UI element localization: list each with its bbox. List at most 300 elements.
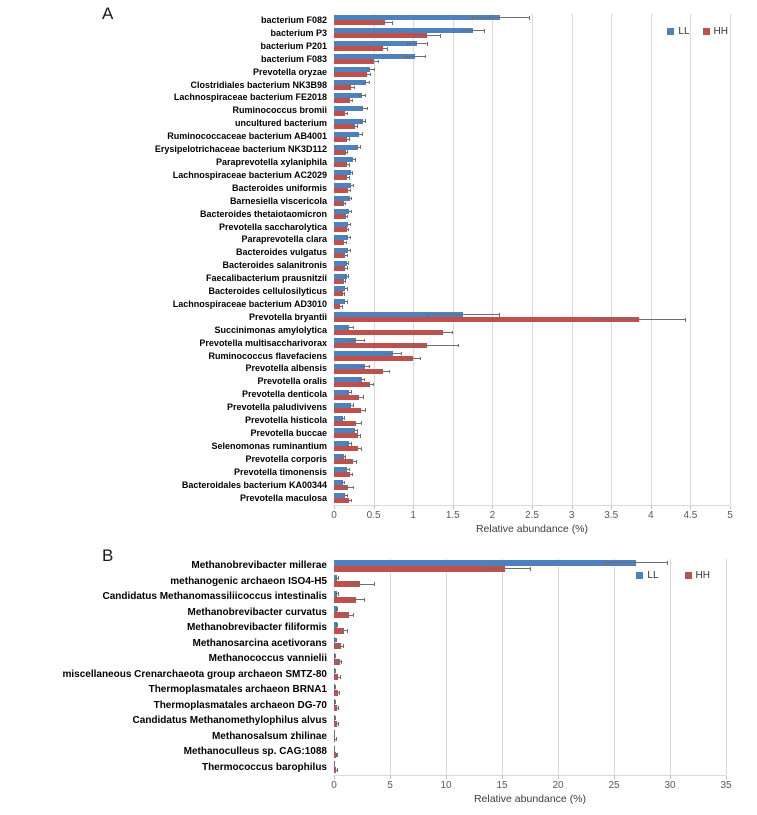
- axis-tick-label: 4: [648, 510, 654, 521]
- error-bar-cap: [347, 236, 348, 240]
- error-bar-cap: [334, 654, 335, 658]
- axis-tick-label: 30: [664, 780, 676, 791]
- legend-item-ll: [636, 570, 658, 581]
- error-bar-line: [357, 410, 365, 411]
- error-bar-cap: [363, 395, 364, 399]
- category-label: Thermococcus barophilus: [201, 761, 327, 773]
- category-label: Methanosalsum zhilinae: [211, 730, 327, 742]
- bar-row: [334, 233, 730, 246]
- error-bar-line: [345, 327, 353, 328]
- category-label: Prevotella denticola: [241, 389, 327, 400]
- category-label: Bacteroidales bacterium KA00344: [181, 479, 327, 490]
- error-bar-line: [606, 562, 666, 563]
- error-bar-cap: [353, 403, 354, 407]
- axis-tick: [651, 506, 652, 509]
- bar-hh: [334, 20, 385, 25]
- error-bar-cap: [350, 249, 351, 253]
- bar-row: [334, 324, 730, 337]
- error-bar-cap: [347, 287, 348, 291]
- category-label: Barnesiella viscericola: [229, 195, 327, 206]
- axis-tick: [334, 776, 335, 779]
- error-bar-cap: [353, 326, 354, 330]
- category-label: uncultured bacterium: [234, 118, 327, 129]
- error-bar-cap: [340, 675, 341, 679]
- category-label: Bacteroides vulgatus: [235, 247, 327, 258]
- error-bar-cap: [342, 629, 343, 633]
- error-bar-line: [427, 314, 498, 315]
- bar-hh: [334, 433, 358, 438]
- error-bar-cap: [452, 331, 453, 335]
- error-bar-cap: [336, 623, 337, 627]
- error-bar-cap: [348, 274, 349, 278]
- error-bar-cap: [344, 215, 345, 219]
- error-bar-cap: [395, 344, 396, 348]
- category-label: Prevotella bryantii: [248, 311, 327, 322]
- error-bar-cap: [413, 34, 414, 38]
- error-bar-line: [344, 487, 354, 488]
- category-label: Ruminococcus flavefaciens: [208, 350, 327, 361]
- error-bar-cap: [346, 176, 347, 180]
- axis-tick: [374, 506, 375, 509]
- error-bar-cap: [349, 176, 350, 180]
- error-bar-line: [395, 345, 458, 346]
- bar-group-hh: [334, 581, 726, 587]
- bar-row: [334, 362, 730, 375]
- axis-tick-label: 20: [552, 780, 564, 791]
- bar-row: [334, 375, 730, 388]
- error-bar-cap: [338, 660, 339, 664]
- axis-tick-label: 5: [727, 510, 733, 521]
- category-label: Prevotella timonensis: [233, 466, 327, 477]
- bar-row: [334, 760, 726, 776]
- bar-group-hh: [334, 659, 726, 665]
- bar-row: [334, 636, 726, 652]
- bar-group-hh: [334, 279, 730, 284]
- error-bar-cap: [371, 60, 372, 64]
- error-bar-cap: [357, 408, 358, 412]
- bar-row: [334, 744, 726, 760]
- axis-tick-label: 35: [720, 780, 732, 791]
- error-bar-cap: [369, 81, 370, 85]
- error-bar-cap: [336, 737, 337, 741]
- error-bar-cap: [347, 210, 348, 214]
- error-bar-cap: [334, 669, 335, 673]
- error-bar-cap: [346, 468, 347, 472]
- bar-group-hh: [334, 597, 726, 603]
- error-bar-cap: [365, 73, 366, 77]
- error-bar-cap: [361, 447, 362, 451]
- axis-tick-label: 10: [440, 780, 452, 791]
- bar-group-hh: [334, 137, 730, 142]
- error-bar-line: [435, 332, 452, 333]
- error-bar-cap: [344, 287, 345, 291]
- error-bar-cap: [365, 408, 366, 412]
- error-bar-cap: [356, 460, 357, 464]
- panel-b-plot-area: [334, 558, 726, 776]
- error-bar-cap: [336, 638, 337, 642]
- category-label: Faecalibacterium prausnitzii: [205, 273, 327, 284]
- bar-hh: [334, 382, 370, 387]
- axis-tick: [492, 506, 493, 509]
- error-bar-cap: [343, 644, 344, 648]
- error-bar-cap: [345, 279, 346, 283]
- axis-tick-label: 1.5: [445, 510, 460, 521]
- error-bar-line: [379, 22, 392, 23]
- error-bar-cap: [360, 434, 361, 438]
- category-label: bacterium F083: [260, 53, 327, 64]
- panel-b-legend: [636, 570, 710, 581]
- error-bar-cap: [352, 99, 353, 103]
- bar-group-hh: [334, 201, 730, 206]
- category-label: Thermoplasmatales archaeon BRNA1: [148, 684, 327, 695]
- category-label: Lachnospiraceae bacterium AD3010: [172, 298, 327, 309]
- category-label: Lachnospiraceae bacterium AC2029: [172, 169, 327, 180]
- axis-tick: [730, 506, 731, 509]
- error-bar-cap: [350, 236, 351, 240]
- error-bar-cap: [335, 768, 336, 772]
- panel-b-bars: [334, 558, 726, 775]
- error-bar-cap: [342, 305, 343, 309]
- error-bar-cap: [369, 365, 370, 369]
- error-bar-cap: [364, 339, 365, 343]
- category-label: Methanococcus vannielii: [208, 653, 327, 664]
- error-bar-cap: [336, 607, 337, 611]
- bar-row: [334, 40, 730, 53]
- error-bar-cap: [348, 261, 349, 265]
- bar-row: [334, 388, 730, 401]
- panel-b-axis-title: Relative abundance (%): [473, 793, 587, 805]
- error-bar-cap: [353, 486, 354, 490]
- axis-tick-label: 0: [331, 510, 337, 521]
- error-bar-cap: [346, 241, 347, 245]
- panel-b-x-axis: [331, 776, 732, 794]
- error-bar-cap: [361, 365, 362, 369]
- error-bar-cap: [345, 202, 346, 206]
- error-bar-line: [593, 319, 685, 320]
- bar-row: [334, 667, 726, 683]
- legend-ll-label: LL: [647, 570, 659, 581]
- error-bar-cap: [347, 215, 348, 219]
- error-bar-cap: [347, 254, 348, 258]
- error-bar-cap: [347, 99, 348, 103]
- error-bar-cap: [338, 576, 339, 580]
- bar-group-hh: [334, 408, 730, 413]
- error-bar-cap: [350, 223, 351, 227]
- error-bar-cap: [338, 722, 339, 726]
- axis-tick: [453, 506, 454, 509]
- bar-row: [334, 401, 730, 414]
- error-bar-line: [407, 358, 420, 359]
- bar-group-hh: [334, 472, 730, 477]
- error-bar-cap: [344, 300, 345, 304]
- axis-tick: [611, 506, 612, 509]
- error-bar-cap: [389, 370, 390, 374]
- error-bar-cap: [348, 228, 349, 232]
- panel-b-letter: B: [102, 546, 114, 565]
- panel-a-plot-area: [334, 14, 730, 506]
- error-bar-cap: [355, 132, 356, 136]
- error-bar-cap: [344, 613, 345, 617]
- error-bar-cap: [342, 455, 343, 459]
- category-label: Bacteroides uniformis: [231, 182, 327, 193]
- category-label: Prevotella maculosa: [239, 492, 327, 503]
- error-bar-cap: [435, 331, 436, 335]
- error-bar-cap: [347, 499, 348, 503]
- bar-hh: [334, 369, 383, 374]
- category-label: Prevotella buccae: [250, 428, 327, 438]
- error-bar-cap: [352, 473, 353, 477]
- category-label: Candidatus Methanomassiliicoccus intestinalis: [102, 591, 327, 602]
- error-bar-cap: [499, 313, 500, 317]
- hh-swatch-icon: [685, 572, 692, 579]
- axis-tick: [558, 776, 559, 779]
- error-bar-cap: [334, 731, 335, 735]
- error-bar-cap: [336, 753, 337, 757]
- bar-group-hh: [334, 253, 730, 258]
- bar-row: [334, 208, 730, 221]
- bar-row: [334, 66, 730, 79]
- error-bar-cap: [341, 292, 342, 296]
- error-bar-line: [361, 366, 369, 367]
- category-label: methanogenic archaeon ISO4-H5: [170, 575, 327, 587]
- error-bar-cap: [354, 429, 355, 433]
- error-bar-cap: [343, 112, 344, 116]
- error-bar-cap: [420, 357, 421, 361]
- axis-tick-label: 3.5: [604, 510, 619, 521]
- error-bar-cap: [347, 112, 348, 116]
- error-bar-cap: [404, 55, 405, 59]
- error-bar-cap: [337, 623, 338, 627]
- error-bar-cap: [373, 383, 374, 387]
- bar-group-hh: [334, 369, 730, 374]
- error-bar-cap: [346, 163, 347, 167]
- error-bar-line: [385, 353, 401, 354]
- bar-row: [334, 350, 730, 363]
- error-bar-cap: [353, 184, 354, 188]
- axis-tick: [413, 506, 414, 509]
- error-bar-cap: [387, 47, 388, 51]
- legend-item-hh: [685, 570, 710, 581]
- category-label: miscellaneous Crenarchaeota group archaeon SMTZ-80: [62, 668, 327, 680]
- panel-a-letter: A: [102, 4, 114, 23]
- error-bar-cap: [349, 86, 350, 90]
- error-bar-cap: [357, 124, 358, 128]
- bar-row: [334, 156, 730, 169]
- error-bar-cap: [360, 145, 361, 149]
- bar-group-hh: [334, 240, 730, 245]
- error-bar-cap: [345, 455, 346, 459]
- bar-row: [334, 589, 726, 605]
- category-label: Clostridiales bacterium NK3B98: [190, 79, 327, 90]
- bar-group-hh: [334, 721, 726, 727]
- bar-group-hh: [334, 459, 730, 464]
- error-bar-cap: [367, 107, 368, 111]
- error-bar-cap: [458, 344, 459, 348]
- error-bar-cap: [334, 685, 335, 689]
- error-bar-cap: [363, 81, 364, 85]
- bar-group-hh: [334, 72, 730, 77]
- error-bar-cap: [347, 442, 348, 446]
- error-bar-cap: [352, 124, 353, 128]
- error-bar-cap: [336, 706, 337, 710]
- bar-hh: [334, 330, 443, 335]
- error-bar-cap: [359, 94, 360, 98]
- error-bar-cap: [378, 60, 379, 64]
- category-label: Ruminococcus bromii: [232, 105, 327, 116]
- error-bar-cap: [481, 567, 482, 571]
- error-bar-cap: [341, 481, 342, 485]
- bar-row: [334, 195, 730, 208]
- legend-hh-label: HH: [695, 570, 710, 581]
- category-label: Succinimonas amylolytica: [214, 324, 327, 335]
- bar-row: [334, 729, 726, 745]
- error-bar-cap: [337, 691, 338, 695]
- axis-tick: [390, 776, 391, 779]
- axis-tick: [572, 506, 573, 509]
- bar-group-hh: [334, 498, 730, 503]
- error-bar-cap: [440, 34, 441, 38]
- error-bar-cap: [337, 675, 338, 679]
- bar-row: [334, 651, 726, 667]
- bar-hh: [334, 356, 413, 361]
- error-bar-cap: [355, 434, 356, 438]
- panel-b-chart: [0, 558, 726, 776]
- bar-group-hh: [334, 162, 730, 167]
- error-bar-cap: [385, 352, 386, 356]
- error-bar-cap: [427, 42, 428, 46]
- axis-tick-label: 3: [568, 510, 575, 521]
- category-label: Prevotella corporis: [245, 453, 327, 464]
- axis-tick-label: 2: [489, 510, 496, 521]
- error-bar-cap: [351, 442, 352, 446]
- error-bar-line: [359, 108, 367, 109]
- error-bar-cap: [336, 576, 337, 580]
- bar-row: [334, 479, 730, 492]
- bar-group-hh: [334, 291, 730, 296]
- legend-item-hh: [703, 26, 728, 37]
- error-bar-cap: [345, 274, 346, 278]
- bar-row: [334, 682, 726, 698]
- error-bar-cap: [379, 21, 380, 25]
- error-bar-cap: [346, 137, 347, 141]
- bar-group-hh: [334, 485, 730, 490]
- category-label: Prevotella albensis: [245, 363, 327, 374]
- error-bar-line: [413, 35, 440, 36]
- error-bar-cap: [349, 598, 350, 602]
- ll-swatch-icon: [667, 28, 674, 35]
- category-label: Prevotella multisaccharivorax: [199, 337, 327, 348]
- bar-row: [334, 698, 726, 714]
- error-bar-cap: [344, 150, 345, 154]
- error-bar-cap: [344, 254, 345, 258]
- bar-group-hh: [334, 643, 726, 649]
- error-bar-cap: [344, 266, 345, 270]
- bar-row: [334, 182, 730, 195]
- error-bar-cap: [425, 55, 426, 59]
- category-label: Methanosarcina acetivorans: [192, 637, 327, 649]
- error-bar-cap: [593, 318, 594, 322]
- error-bar-cap: [345, 261, 346, 265]
- error-bar-cap: [341, 416, 342, 420]
- error-bar-cap: [345, 582, 346, 586]
- error-bar-line: [481, 568, 530, 569]
- axis-tick-label: 4.5: [683, 510, 698, 521]
- error-bar-cap: [347, 629, 348, 633]
- bar-group-hh: [334, 85, 730, 90]
- error-bar-cap: [347, 150, 348, 154]
- bar-row: [334, 492, 730, 505]
- error-bar-cap: [355, 447, 356, 451]
- error-bar-cap: [362, 132, 363, 136]
- category-label: Methanoculleus sp. CAG:1088: [183, 746, 327, 757]
- category-label: Methanobrevibacter filiformis: [186, 622, 327, 633]
- bar-row: [334, 130, 730, 143]
- axis-tick: [670, 776, 671, 779]
- bar-group-hh: [334, 317, 730, 322]
- error-bar-cap: [345, 228, 346, 232]
- error-bar-cap: [337, 768, 338, 772]
- axis-tick: [726, 776, 727, 779]
- error-bar-cap: [343, 241, 344, 245]
- category-label: Selenomonas ruminantium: [211, 440, 327, 451]
- error-bar-cap: [351, 390, 352, 394]
- error-bar-line: [348, 340, 364, 341]
- axis-tick: [690, 506, 691, 509]
- axis-tick: [614, 776, 615, 779]
- bar-row: [334, 337, 730, 350]
- bar-group-hh: [334, 266, 730, 271]
- error-bar-cap: [338, 644, 339, 648]
- ll-swatch-icon: [636, 572, 643, 579]
- bar-row: [334, 104, 730, 117]
- error-bar-line: [344, 615, 353, 616]
- category-label: bacterium P201: [260, 40, 327, 51]
- bar-row: [334, 79, 730, 92]
- category-label: Prevotella histicola: [244, 415, 327, 426]
- bar-row: [334, 311, 730, 324]
- error-bar-cap: [361, 421, 362, 425]
- panel-a-chart: [0, 14, 730, 506]
- bar-group-hh: [334, 214, 730, 219]
- bar-hh: [334, 46, 383, 51]
- error-bar-cap: [365, 94, 366, 98]
- category-label: Bacteroides salanitronis: [222, 260, 327, 271]
- category-label: Prevotella oryzae: [252, 66, 327, 77]
- axis-tick: [502, 776, 503, 779]
- error-bar-cap: [364, 598, 365, 602]
- error-bar-cap: [667, 561, 668, 565]
- bar-row: [334, 713, 726, 729]
- error-bar-line: [472, 17, 529, 18]
- bar-group-hh: [334, 356, 730, 361]
- bar-group-hh: [334, 690, 726, 696]
- error-bar-cap: [461, 29, 462, 33]
- error-bar-line: [345, 584, 374, 585]
- error-bar-line: [378, 371, 389, 372]
- bar-row: [334, 117, 730, 130]
- error-bar-cap: [339, 305, 340, 309]
- error-bar-cap: [370, 73, 371, 77]
- category-label: Ruminococcaceae bacterium AB4001: [167, 131, 327, 142]
- category-label: Prevotella paludivivens: [226, 402, 327, 413]
- bar-group-hh: [334, 674, 726, 680]
- category-label: Paraprevotella clara: [241, 234, 327, 245]
- category-label: bacterium P3: [270, 27, 327, 38]
- error-bar-cap: [334, 747, 335, 751]
- error-bar-cap: [378, 370, 379, 374]
- bar-group-hh: [334, 382, 730, 387]
- bar-group-hh: [334, 46, 730, 51]
